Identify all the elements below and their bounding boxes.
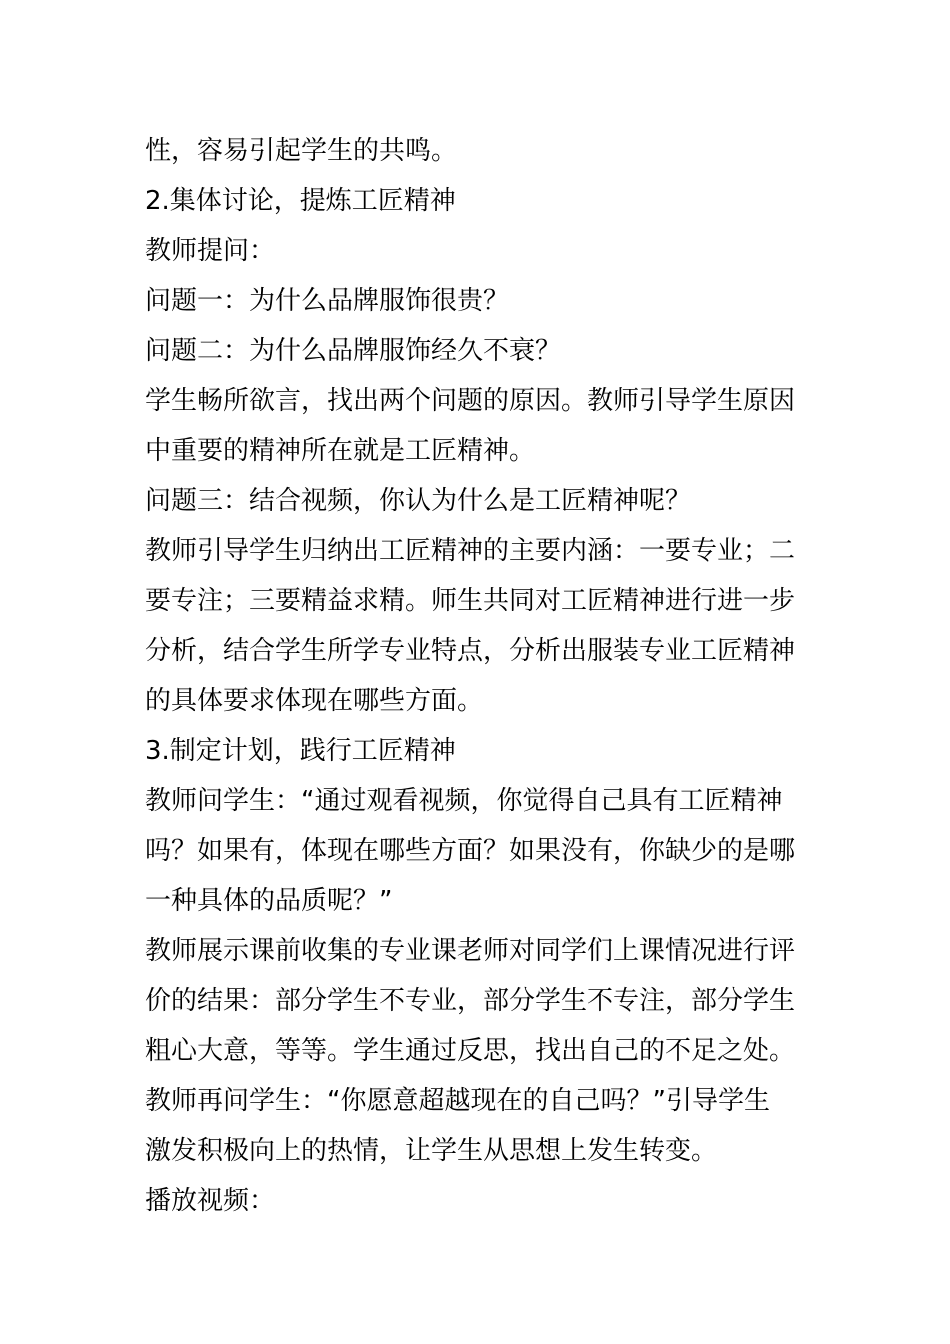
text-line: 中重要的精神所在就是工匠精神。 xyxy=(145,436,536,466)
text-line: 一种具体的品质呢？” xyxy=(145,886,393,916)
text-line: 分析，结合学生所学专业特点，分析出服装专业工匠精神 xyxy=(145,636,796,666)
text-line: 学生畅所欲言，找出两个问题的原因。教师引导学生原因 xyxy=(145,386,796,416)
document-body xyxy=(145,126,810,1226)
section-heading: 3.制定计划，践行工匠精神 xyxy=(145,736,456,766)
question-line: 问题三：结合视频，你认为什么是工匠精神呢？ xyxy=(145,486,692,516)
section-heading: 2.集体讨论，提炼工匠精神 xyxy=(145,186,456,216)
text-line: 吗？如果有，体现在哪些方面？如果没有，你缺少的是哪 xyxy=(145,836,796,866)
text-line: 价的结果：部分学生不专业，部分学生不专注，部分学生 xyxy=(145,986,796,1016)
text-line: 的具体要求体现在哪些方面。 xyxy=(145,686,484,716)
text-line: 激发积极向上的热情，让学生从思想上发生转变。 xyxy=(145,1136,718,1166)
question-line: 问题二：为什么品牌服饰经久不衰？ xyxy=(145,336,562,366)
text-line: 粗心大意，等等。学生通过反思，找出自己的不足之处。 xyxy=(145,1036,796,1066)
text-line: 教师再问学生：“你愿意超越现在的自己吗？”引导学生 xyxy=(145,1086,770,1116)
text-line: 教师展示课前收集的专业课老师对同学们上课情况进行评 xyxy=(145,936,796,966)
question-line: 问题一：为什么品牌服饰很贵？ xyxy=(145,286,510,316)
text-line: 性，容易引起学生的共鸣。 xyxy=(145,136,458,166)
text-line: 教师提问： xyxy=(145,236,276,266)
text-line: 播放视频： xyxy=(145,1186,276,1216)
text-line: 教师引导学生归纳出工匠精神的主要内涵：一要专业；二 xyxy=(145,536,796,566)
text-line: 教师问学生：“通过观看视频，你觉得自己具有工匠精神 xyxy=(145,786,783,816)
text-line: 要专注；三要精益求精。师生共同对工匠精神进行进一步 xyxy=(145,586,796,616)
